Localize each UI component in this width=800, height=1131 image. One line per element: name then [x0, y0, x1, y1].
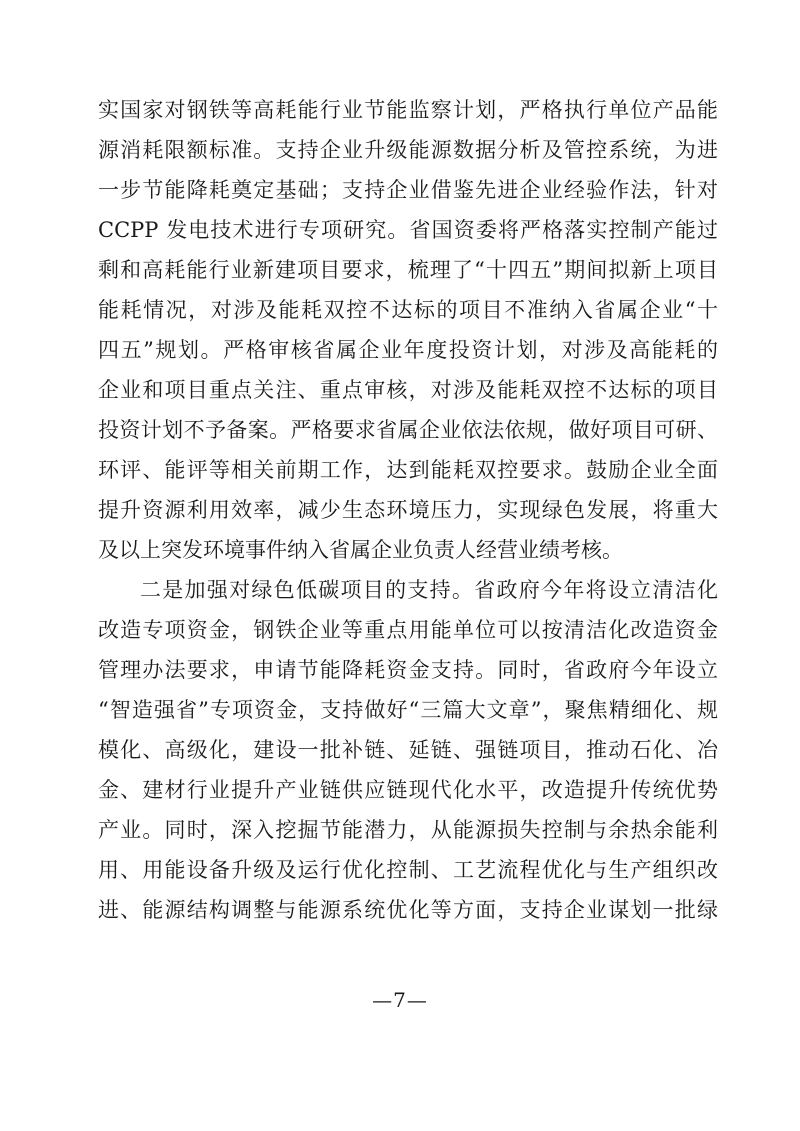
text-line: 模化、高级化，建设一批补链、延链、强链项目，推动石化、冶: [98, 738, 718, 762]
text-line: 及以上突发环境事件纳入省属企业负责人经营业绩考核。: [98, 538, 623, 562]
page-number: —7—: [372, 988, 428, 1012]
text-line: 能耗情况，对涉及能耗双控不达标的项目不准纳入省属企业“十: [98, 298, 718, 322]
text-line: 源消耗限额标准。支持企业升级能源数据分析及管控系统，为进: [98, 138, 718, 162]
text-line: 管理办法要求，申请节能降耗资金支持。同时，省政府今年设立: [98, 658, 718, 682]
text-line: 企业和项目重点关注、重点审核，对涉及能耗双控不达标的项目: [98, 378, 718, 402]
text-line: 改造专项资金，钢铁企业等重点用能单位可以按清洁化改造资金: [98, 618, 718, 642]
paragraph-first-line: 二是加强对绿色低碳项目的支持。省政府今年将设立清洁化: [140, 578, 718, 602]
text-line: 一步节能降耗奠定基础；支持企业借鉴先进企业经验作法，针对: [98, 178, 718, 202]
body-text: [98, 90, 718, 930]
text-line: 四五”规划。严格审核省属企业年度投资计划，对涉及高能耗的: [98, 338, 718, 362]
text-line: 实国家对钢铁等高耗能行业节能监察计划，严格执行单位产品能: [98, 98, 718, 122]
text-line: 进、能源结构调整与能源系统优化等方面，支持企业谋划一批绿: [98, 898, 718, 922]
text-line: 环评、能评等相关前期工作，达到能耗双控要求。鼓励企业全面: [98, 458, 718, 482]
text-line: CCPP 发电技术进行专项研究。省国资委将严格落实控制产能过: [98, 218, 718, 242]
text-line: 剩和高耗能行业新建项目要求，梳理了“十四五”期间拟新上项目: [98, 258, 718, 282]
text-line: 用、用能设备升级及运行优化控制、工艺流程优化与生产组织改: [98, 858, 718, 882]
text-line: 投资计划不予备案。严格要求省属企业依法依规，做好项目可研、: [98, 418, 718, 442]
text-line: 产业。同时，深入挖掘节能潜力，从能源损失控制与余热余能利: [98, 818, 718, 842]
text-line: “智造强省”专项资金，支持做好“三篇大文章”，聚焦精细化、规: [98, 698, 718, 722]
text-line: 金、建材行业提升产业链供应链现代化水平，改造提升传统优势: [98, 778, 718, 802]
text-line: 提升资源利用效率，减少生态环境压力，实现绿色发展，将重大: [98, 498, 718, 522]
